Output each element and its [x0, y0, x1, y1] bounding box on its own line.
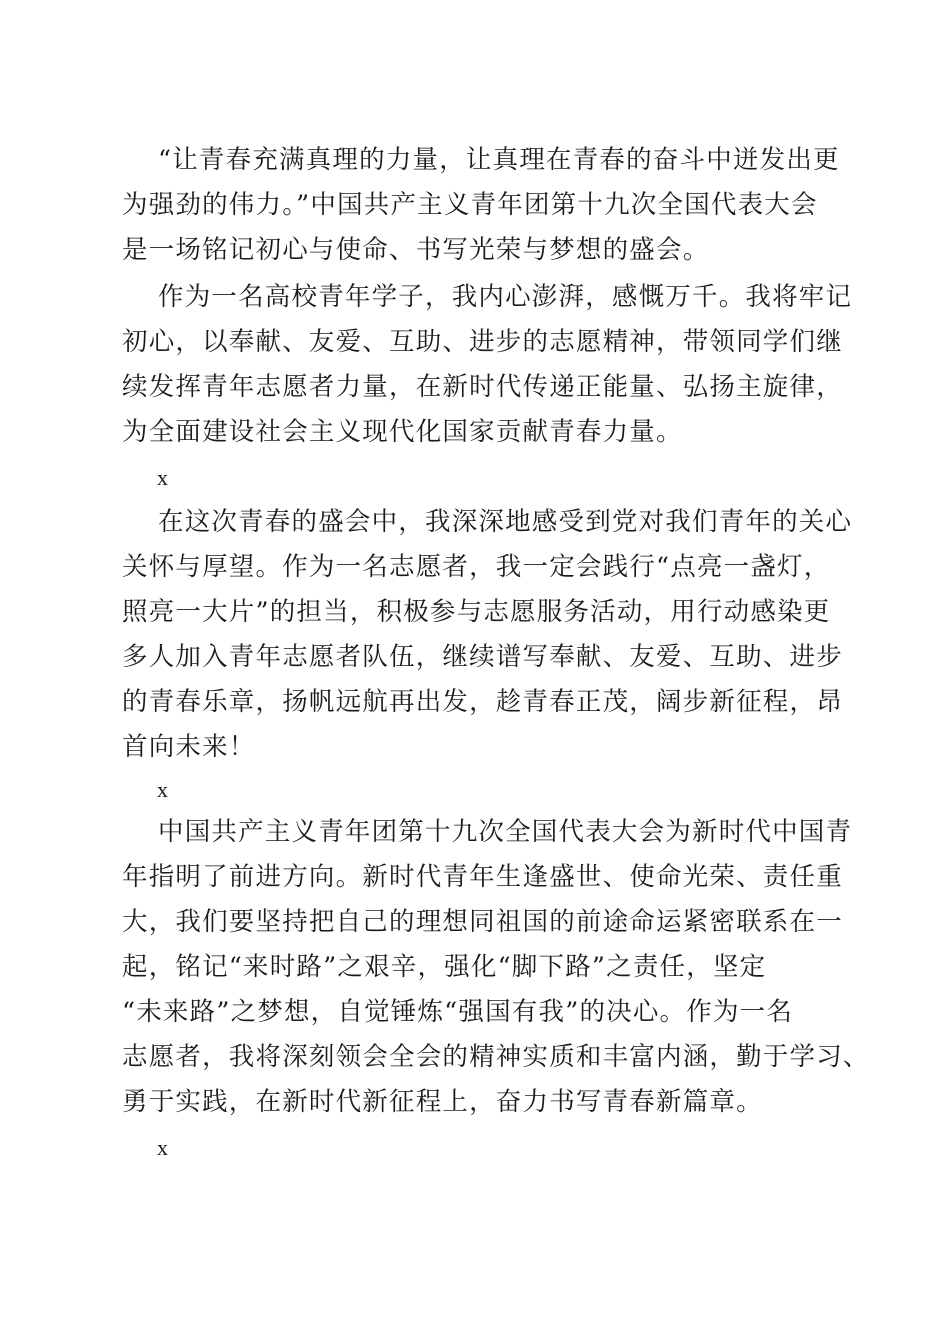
paragraph-line: 为全面建设社会主义现代化国家贡献青春力量。 [122, 417, 683, 447]
paragraph-line: 的青春乐章，扬帆远航再出发，趁青春正茂，阔步新征程，昂 [122, 687, 843, 717]
paragraph-2 [122, 275, 853, 455]
paragraph-line: 在这次青春的盛会中，我深深地感受到党对我们青年的关心 [158, 507, 853, 537]
paragraph-line: 志愿者，我将深刻领会全会的精神实质和丰富内涵，勤于学习、 [122, 1042, 870, 1072]
paragraph-line: 初心，以奉献、友爱、互助、进步的志愿精神，带领同学们继 [122, 327, 843, 357]
paragraph-line: “未来路”之梦想，自觉锤炼“强国有我”的决心。作为一名 [122, 997, 794, 1027]
paragraph-3 [122, 500, 853, 770]
paragraph-line: 年指明了前进方向。新时代青年生逢盛世、使命光荣、责任重 [122, 862, 843, 892]
separator-mark: x [157, 465, 168, 490]
paragraph-line: 多人加入青年志愿者队伍，继续谱写奉献、友爱、互助、进步 [122, 642, 843, 672]
paragraph-4 [122, 810, 870, 1125]
paragraph-line: 起，铭记“来时路”之艰辛，强化“脚下路”之责任，坚定 [122, 952, 767, 982]
paragraph-line: “让青春充满真理的力量，让真理在青春的奋斗中迸发出更 [158, 145, 840, 175]
paragraph-line: 大，我们要坚持把自己的理想同祖国的前途命运紧密联系在一 [122, 907, 843, 937]
paragraph-line: 关怀与厚望。作为一名志愿者，我一定会践行“点亮一盏灯， [122, 552, 831, 582]
paragraph-line: 是一场铭记初心与使命、书写光荣与梦想的盛会。 [122, 235, 710, 265]
paragraph-line: 续发挥青年志愿者力量，在新时代传递正能量、弘扬主旋律， [122, 372, 843, 402]
separator-mark: x [157, 777, 168, 802]
paragraph-1 [122, 138, 840, 273]
paragraph-line: 首向未来！ [122, 732, 256, 762]
paragraph-line: 勇于实践，在新时代新征程上，奋力书写青春新篇章。 [122, 1087, 763, 1117]
paragraph-line: 作为一名高校青年学子，我内心澎湃，感慨万千。我将牢记 [158, 282, 853, 312]
paragraph-line: 为强劲的伟力。”中国共产主义青年团第十九次全国代表大会 [122, 190, 818, 220]
paragraph-line: 中国共产主义青年团第十九次全国代表大会为新时代中国青 [158, 817, 853, 847]
separator-mark: x [157, 1135, 168, 1160]
paragraph-line: 照亮一大片”的担当，积极参与志愿服务活动，用行动感染更 [122, 597, 831, 627]
